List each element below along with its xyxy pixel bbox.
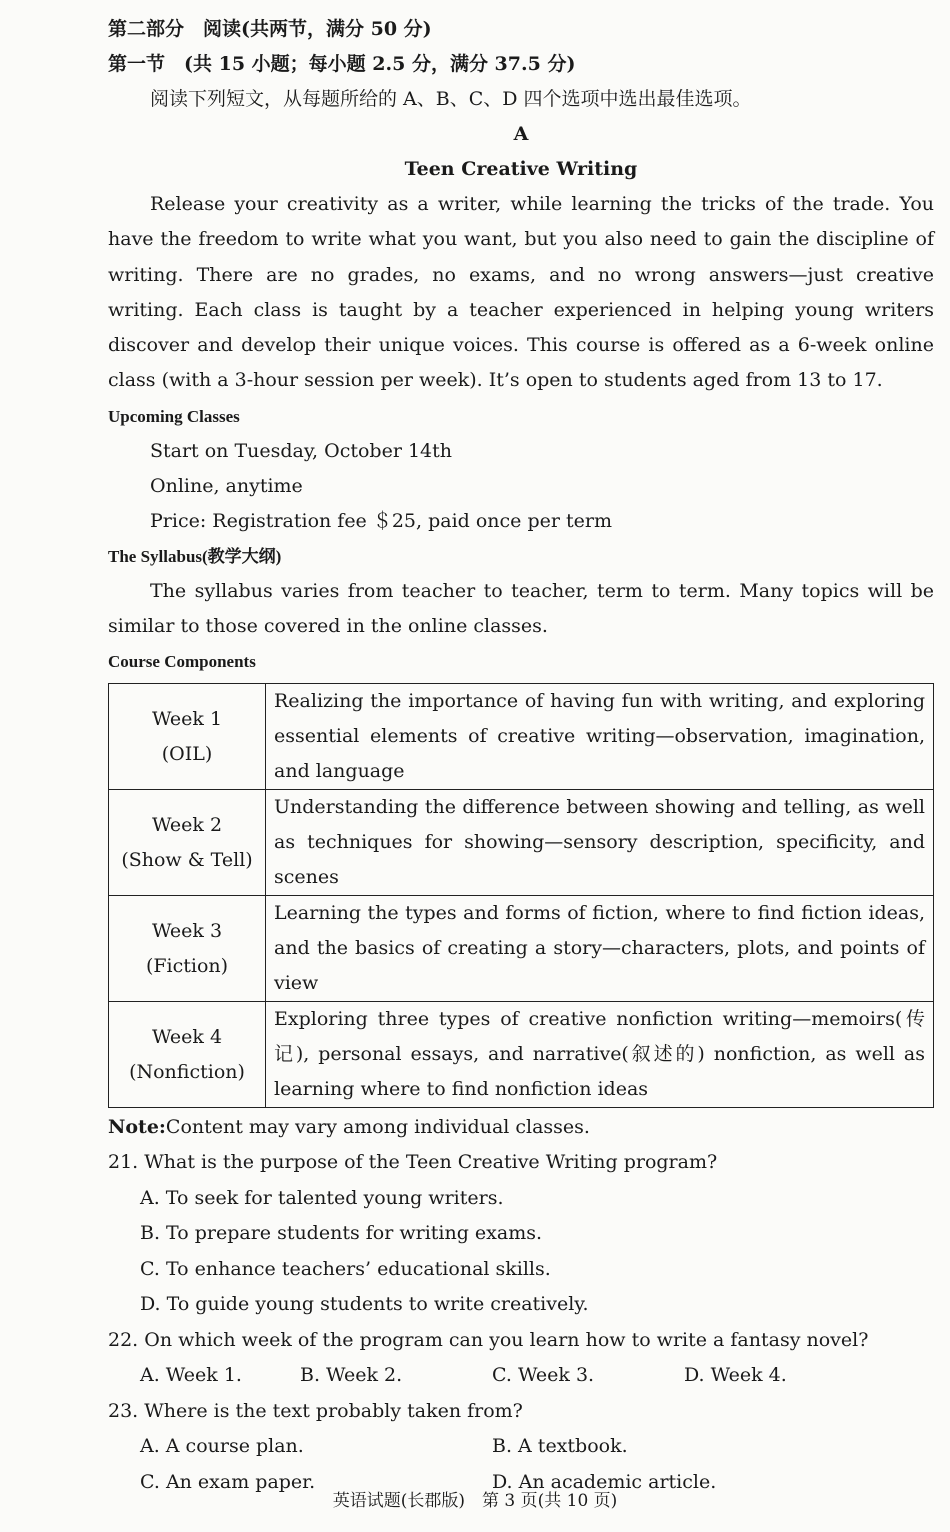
note: [108, 1110, 934, 1145]
week-sub: (Fiction): [145, 954, 229, 977]
question-23-options-row1: [108, 1429, 934, 1465]
question-21-option-c[interactable]: C. To enhance teachers’ educational skills.: [140, 1257, 551, 1280]
question-22-options: [108, 1358, 934, 1394]
week-description: Understanding the difference between showing and telling, as well as techniques for showing—sensory description, specificity, and scenes: [266, 790, 934, 896]
page-footer: 英语试题(长郡版) 第 3 页(共 10 页): [332, 1491, 618, 1511]
question-22-option-d[interactable]: D. Week 4.: [684, 1364, 787, 1387]
week-sub: (Nonfiction): [129, 1060, 245, 1083]
components-heading: Course Components: [108, 652, 256, 672]
question-21-stem: 21. What is the purpose of the Teen Creative Writing program?: [108, 1151, 718, 1174]
week-label: Week 3: [151, 919, 223, 942]
question-21-option-d[interactable]: D. To guide young students to write creatively.: [140, 1293, 589, 1316]
passage-label: A: [513, 123, 529, 145]
upcoming-online: Online, anytime: [150, 474, 303, 497]
table-row: [109, 684, 934, 790]
section-title: 第一节 (共 15 小题；每小题 2.5 分，满分 37.5 分): [108, 53, 576, 75]
note-label: Note:: [108, 1116, 166, 1139]
question-23-option-b[interactable]: B. A textbook.: [492, 1435, 628, 1458]
question-22-stem: 22. On which week of the program can you learn how to write a fantasy novel?: [108, 1328, 869, 1351]
question-22-option-a[interactable]: A. Week 1.: [140, 1364, 242, 1387]
question-21-option-a[interactable]: A. To seek for talented young writers.: [140, 1186, 504, 1209]
table-row: [109, 896, 934, 1002]
week-description: Exploring three types of creative nonfiction writing—memoirs(传记), personal essays, and narrative(叙述的) nonfiction, as well as learning where to find nonfiction ideas: [266, 1002, 934, 1108]
week-cell: [109, 896, 266, 1002]
upcoming-price: Price: Registration fee ＄25, paid once per term: [150, 509, 612, 532]
week-sub: (OIL): [161, 742, 213, 765]
question-22-option-c[interactable]: C. Week 3.: [492, 1364, 595, 1387]
course-components-table: [108, 683, 934, 1108]
question-23-option-c[interactable]: C. An exam paper.: [140, 1470, 316, 1493]
upcoming-start: Start on Tuesday, October 14th: [150, 439, 453, 462]
upcoming-heading: Upcoming Classes: [108, 406, 240, 426]
week-label: Week 4: [151, 1025, 223, 1048]
question-21-option-b[interactable]: B. To prepare students for writing exams.: [140, 1222, 543, 1245]
week-cell: [109, 684, 266, 790]
syllabus-paragraph: The syllabus varies from teacher to teacher, term to term. Many topics will be similar to those covered in the online classes.: [108, 579, 934, 638]
part-title: 第二部分 阅读(共两节，满分 50 分): [108, 18, 432, 40]
week-cell: [109, 1002, 266, 1108]
question-23-stem: 23. Where is the text probably taken from?: [108, 1399, 523, 1422]
table-row: [109, 1002, 934, 1108]
intro-paragraph: Release your creativity as a writer, while learning the tricks of the trade. You have the freedom to write what you want, but you also need to gain the discipline of writing. There are no grades, no exams, and no wrong answers—just creative writing. Each class is taught by a teacher experienced in helping young writers discover and develop their unique voices. This course is offered as a 6-week online class (with a 3-hour session per week). It’s open to students aged from 13 to 17.: [108, 193, 934, 392]
question-23-option-d[interactable]: D. An academic article.: [492, 1470, 717, 1493]
week-sub: (Show & Tell): [121, 848, 253, 871]
week-label: Week 2: [151, 813, 223, 836]
question-22-option-b[interactable]: B. Week 2.: [300, 1364, 403, 1387]
table-row: [109, 790, 934, 896]
week-label: Week 1: [151, 707, 223, 730]
question-23-option-a[interactable]: A. A course plan.: [140, 1435, 304, 1458]
week-description: Realizing the importance of having fun with writing, and exploring essential elements of creative writing—observation, imagination, and language: [266, 684, 934, 790]
week-description: Learning the types and forms of fiction, where to find fiction ideas, and the basics of creating a story—characters, plots, and points of view: [266, 896, 934, 1002]
exam-page: [108, 12, 934, 1500]
instruction: 阅读下列短文，从每题所给的 A、B、C、D 四个选项中选出最佳选项。: [150, 88, 752, 110]
syllabus-heading: The Syllabus(教学大纲): [108, 546, 282, 566]
week-cell: [109, 790, 266, 896]
note-text: Content may vary among individual classes.: [165, 1116, 590, 1139]
passage-title: Teen Creative Writing: [404, 158, 638, 180]
